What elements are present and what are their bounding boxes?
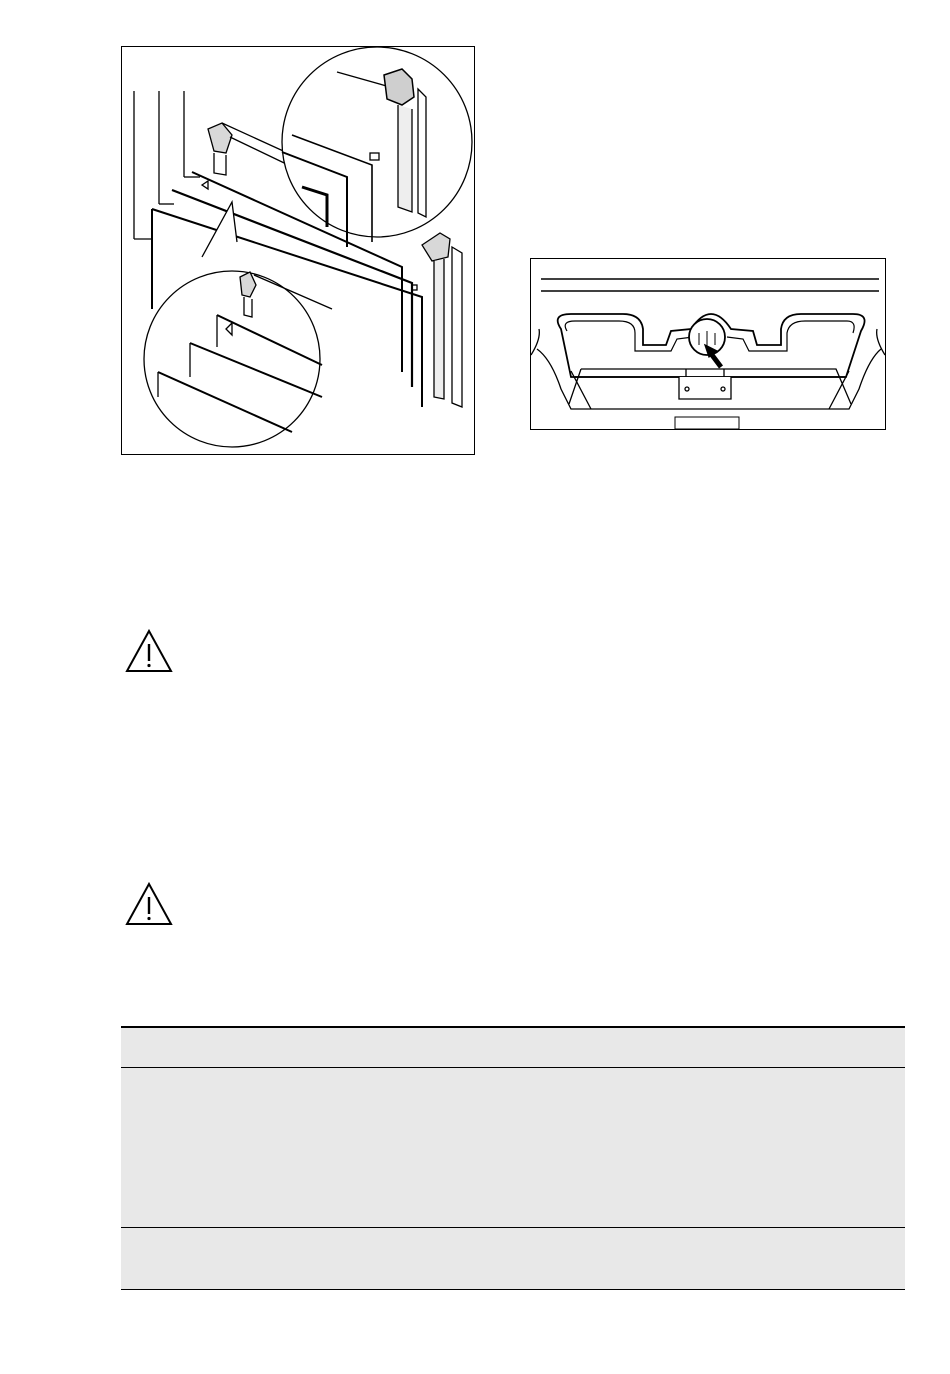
door-panels-figure <box>121 46 475 455</box>
oven-door-glass-panels-illustration <box>122 47 474 454</box>
warning-icon <box>124 628 174 674</box>
oven-lamp-cover-illustration <box>531 259 885 429</box>
warning-triangle-icon <box>124 628 174 674</box>
table-header-row <box>121 1026 905 1067</box>
oven-lamp-figure <box>530 258 886 430</box>
troubleshooting-table <box>121 1026 905 1290</box>
warning-triangle-icon <box>124 881 174 927</box>
warning-icon <box>124 881 174 927</box>
table-row <box>121 1067 905 1227</box>
table-row <box>121 1227 905 1290</box>
